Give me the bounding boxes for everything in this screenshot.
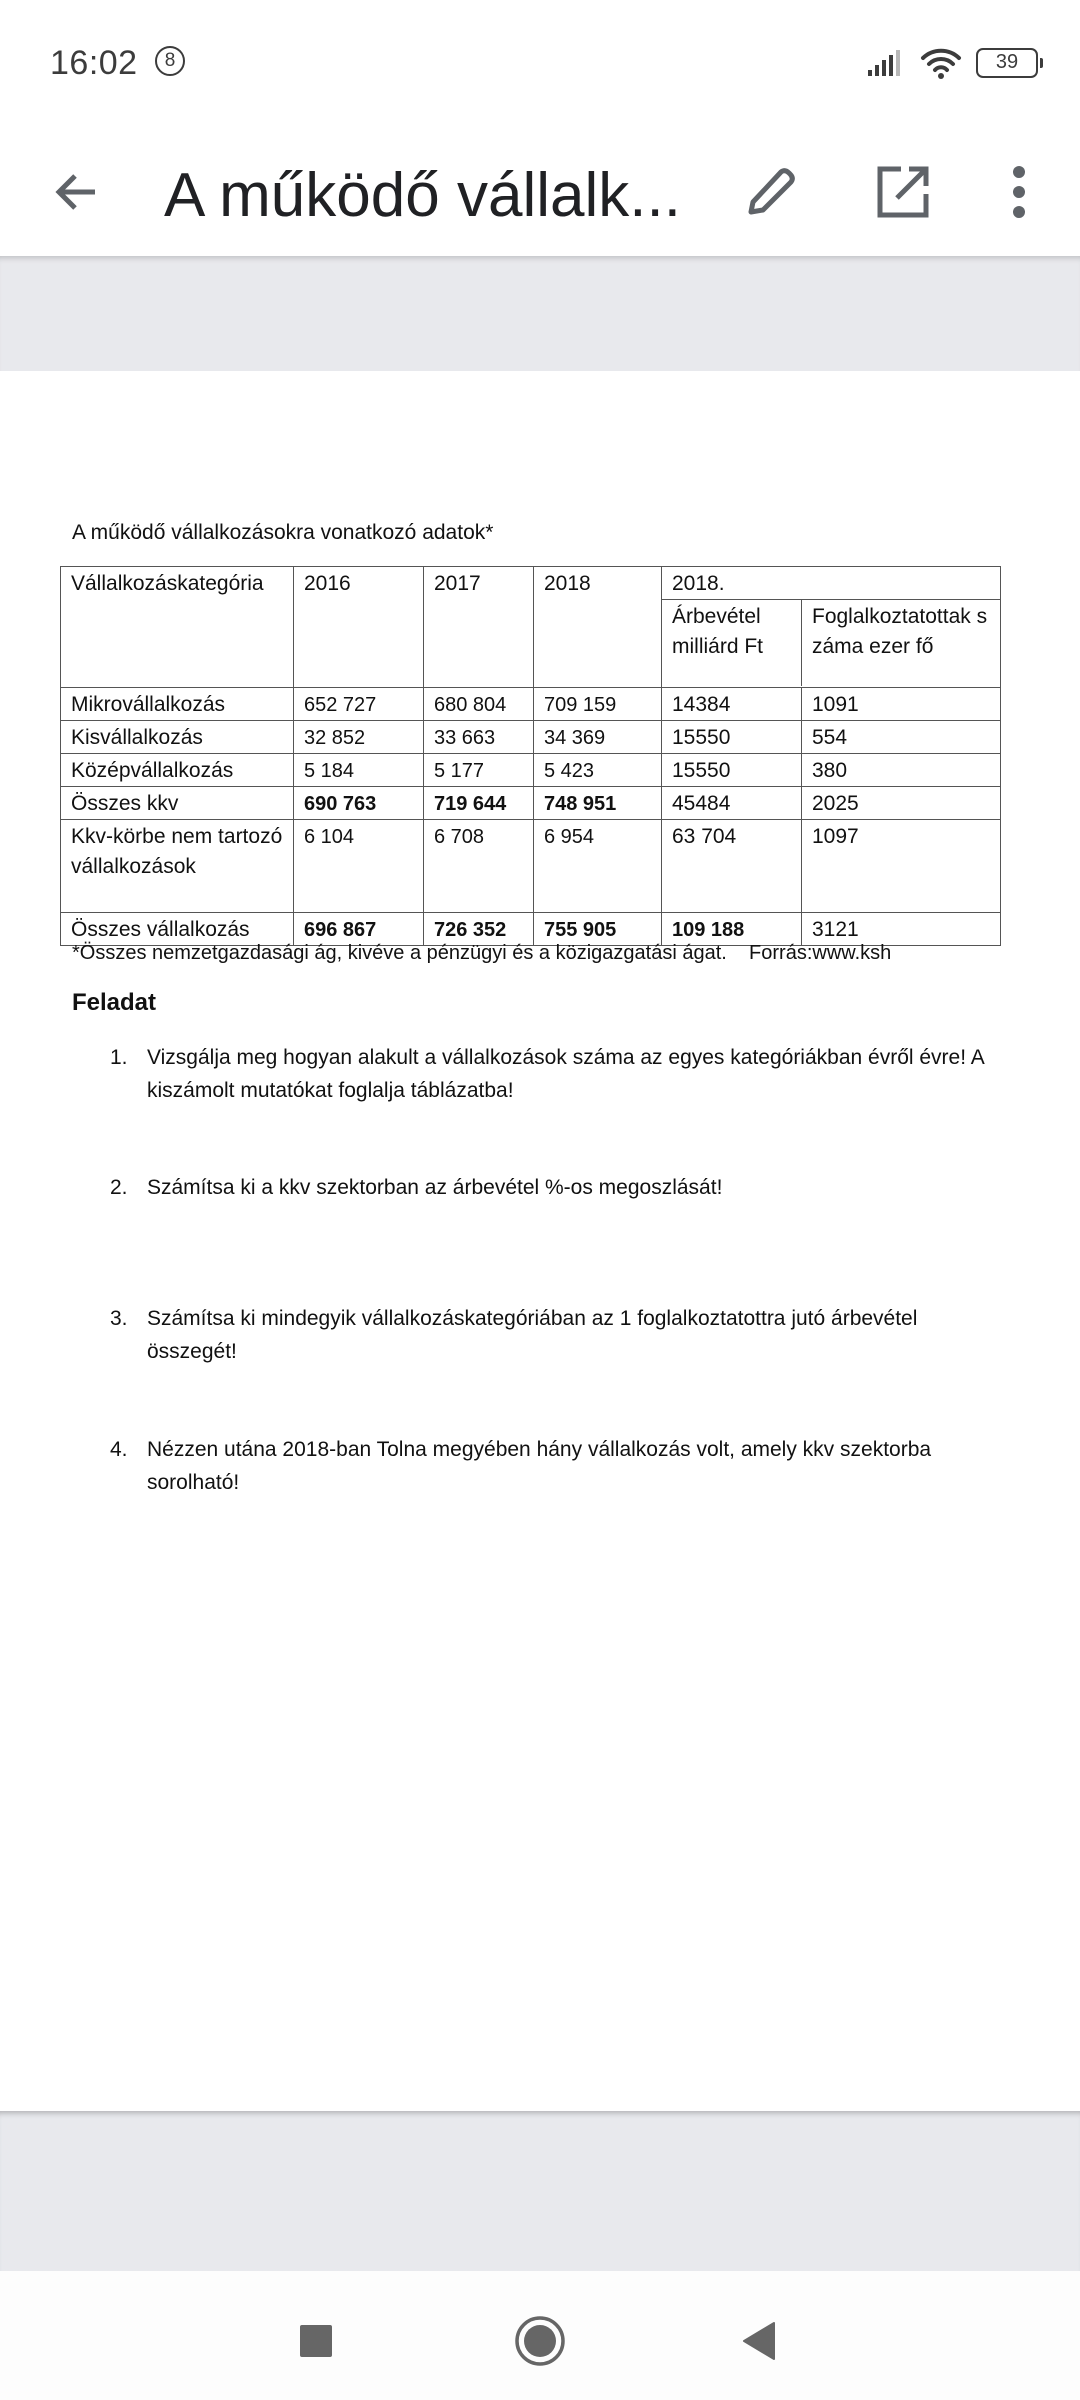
task-text: Nézzen utána 2018-ban Tolna megyében hány vállalkozás volt, amely kkv szektorba sorolható! bbox=[147, 1438, 932, 1494]
task-text: Vizsgálja meg hogyan alakult a vállalkozások száma az egyes kategóriákban évről évre! A kiszámolt mutatókat foglalja táblázatba! bbox=[147, 1046, 984, 1102]
cell-category: Összes vállalkozás bbox=[61, 913, 294, 946]
cell-employees: 2025 bbox=[802, 787, 1001, 820]
table-row-subtotal bbox=[61, 787, 1001, 820]
cell-2017: 33 663 bbox=[424, 721, 534, 754]
cell-2017: 726 352 bbox=[424, 913, 534, 946]
header-2018: 2018 bbox=[534, 567, 662, 688]
signal-icon bbox=[866, 48, 906, 78]
cell-2018: 5 423 bbox=[534, 754, 662, 787]
document-page[interactable] bbox=[0, 371, 1080, 2111]
header-2016: 2016 bbox=[294, 567, 424, 688]
viewer-background-top bbox=[0, 256, 1080, 371]
task-number: 1. bbox=[110, 1046, 128, 1069]
cell-category: Mikrovállalkozás bbox=[61, 688, 294, 721]
wifi-icon bbox=[920, 47, 962, 79]
table-row-total bbox=[61, 913, 1001, 946]
cell-2016: 6 104 bbox=[294, 820, 424, 913]
document-title: A működő vállalk... bbox=[164, 161, 681, 230]
battery-icon bbox=[976, 48, 1038, 78]
cell-category: Középvállalkozás bbox=[61, 754, 294, 787]
table-caption: A működő vállalkozásokra vonatkozó adatok* bbox=[72, 521, 494, 544]
home-button[interactable] bbox=[510, 2311, 570, 2371]
recents-button[interactable] bbox=[286, 2311, 346, 2371]
cell-2018: 34 369 bbox=[534, 721, 662, 754]
table-footnote: *Összes nemzetgazdasági ág, kivéve a pénzügyi és a közigazgatási ágat. Forrás:www.ksh bbox=[72, 942, 892, 964]
cell-category: Kkv-körbe nem tartozó vállalkozások bbox=[61, 820, 294, 913]
header-employees: Foglalkoztatottak száma ezer fő bbox=[812, 605, 988, 658]
task-text: Számítsa ki mindegyik vállalkozáskategóriában az 1 foglalkoztatottra jutó árbevétel összegét! bbox=[147, 1307, 918, 1363]
open-external-button[interactable] bbox=[867, 156, 939, 228]
cell-2016: 5 184 bbox=[294, 754, 424, 787]
header-2017: 2017 bbox=[424, 567, 534, 688]
pencil-icon bbox=[743, 164, 799, 220]
task-number: 4. bbox=[110, 1438, 128, 1461]
back-icon bbox=[740, 2321, 780, 2361]
recents-icon bbox=[299, 2324, 333, 2358]
cell-revenue: 63 704 bbox=[662, 820, 802, 913]
header-2018-group bbox=[662, 567, 1001, 688]
task-text: Számítsa ki a kkv szektorban az árbevétel %-os megoszlását! bbox=[147, 1176, 723, 1199]
data-table bbox=[60, 566, 1001, 946]
home-icon bbox=[514, 2315, 566, 2367]
task-heading: Feladat bbox=[72, 989, 157, 1016]
cell-employees: 1097 bbox=[802, 820, 1001, 913]
open-external-icon bbox=[875, 164, 931, 220]
back-nav-button[interactable] bbox=[730, 2311, 790, 2371]
status-bar bbox=[0, 0, 1080, 130]
cell-employees: 3121 bbox=[802, 913, 1001, 946]
table-row bbox=[61, 820, 1001, 913]
status-icons bbox=[866, 46, 1038, 80]
system-nav-bar bbox=[0, 2271, 1080, 2400]
cell-revenue: 15550 bbox=[662, 754, 802, 787]
task-number: 2. bbox=[110, 1176, 128, 1199]
cell-2017: 680 804 bbox=[424, 688, 534, 721]
header-revenue: Árbevétel milliárd Ft bbox=[662, 600, 802, 686]
cell-2016: 652 727 bbox=[294, 688, 424, 721]
cell-2018: 6 954 bbox=[534, 820, 662, 913]
viewer-background-bottom bbox=[0, 2111, 1080, 2271]
table-row bbox=[61, 688, 1001, 721]
table-row bbox=[61, 754, 1001, 787]
cell-2017: 6 708 bbox=[424, 820, 534, 913]
task-number: 3. bbox=[110, 1307, 128, 1330]
cell-revenue: 15550 bbox=[662, 721, 802, 754]
cell-2018: 748 951 bbox=[534, 787, 662, 820]
cell-revenue: 109 188 bbox=[662, 913, 802, 946]
edit-button[interactable] bbox=[735, 156, 807, 228]
notification-badge: 8 bbox=[155, 46, 185, 76]
cell-2016: 690 763 bbox=[294, 787, 424, 820]
cell-employees: 554 bbox=[802, 721, 1001, 754]
header-category: Vállalkozáskategória bbox=[61, 567, 294, 688]
table-row bbox=[61, 721, 1001, 754]
cell-category: Összes kkv bbox=[61, 787, 294, 820]
battery-level: 39 bbox=[995, 51, 1019, 73]
cell-2018: 755 905 bbox=[534, 913, 662, 946]
cell-2017: 5 177 bbox=[424, 754, 534, 787]
app-bar bbox=[0, 130, 1080, 256]
cell-2016: 696 867 bbox=[294, 913, 424, 946]
header-2018-subheaders bbox=[662, 599, 1000, 686]
arrow-left-icon bbox=[51, 167, 101, 217]
more-options-button[interactable] bbox=[983, 156, 1055, 228]
cell-revenue: 14384 bbox=[662, 688, 802, 721]
cell-2018: 709 159 bbox=[534, 688, 662, 721]
cell-revenue: 45484 bbox=[662, 787, 802, 820]
status-time: 16:02 bbox=[50, 44, 138, 82]
more-vert-icon bbox=[1009, 164, 1029, 220]
table-header-row bbox=[61, 567, 1001, 688]
cell-2017: 719 644 bbox=[424, 787, 534, 820]
cell-employees: 1091 bbox=[802, 688, 1001, 721]
back-button[interactable] bbox=[40, 156, 112, 228]
cell-2016: 32 852 bbox=[294, 721, 424, 754]
header-2018-group-label: 2018. bbox=[672, 572, 725, 595]
cell-employees: 380 bbox=[802, 754, 1001, 787]
cell-category: Kisvállalkozás bbox=[61, 721, 294, 754]
